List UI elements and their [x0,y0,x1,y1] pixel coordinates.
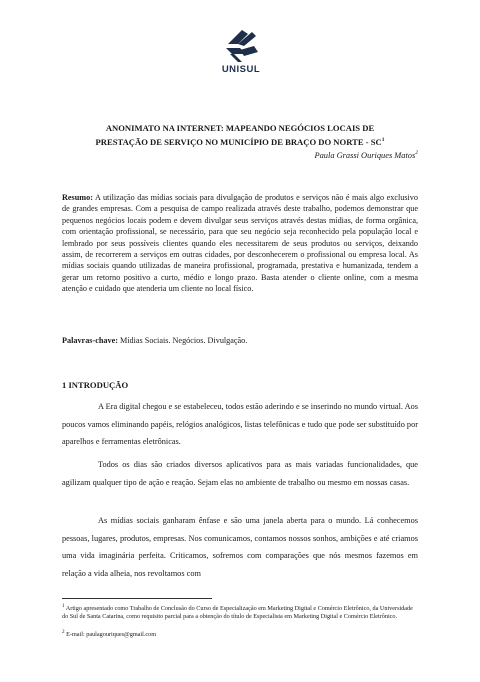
abstract-text: A utilização das mídias sociais para divulgação de produtos e serviços não é mais algo exclusivo de grandes empresas. Com a pesquisa de campo realizada através deste trabalho, podemos demonstrar que pequenos negócios locais podem e devem divulgar seus serviços através destas mídias, de forma orgânica, com orientação profissional, se necessário, para que seu negócio seja reconhecido pela população local e lembrado por seus possíveis clientes quando eles necessitarem de seus produtos ou serviços, deixando assim, de recorrerem a serviços em outras cidades, por desconhecerem o profissional ou empresa local. As mídias sociais quando utilizadas de maneira profissional, programada, prestativa e humanizada, tendem a gerar um retorno positivo a curto, médio e longo prazo. Basta atender o cliente online, com a mesma atenção e cuidado que atenderia um cliente no local físico. [62,193,418,294]
abstract-label: Resumo: [62,193,93,202]
author-footnote-marker: 2 [415,150,418,156]
footnote-marker: 2 [62,629,65,635]
footnote-divider [62,598,212,599]
title-footnote-marker: 1 [381,137,385,143]
logo-text: UNISUL [221,64,261,75]
body-paragraph: As mídias sociais ganharam ênfase e são uma janela aberta para o mundo. Lá conhecemos pessoas, lugares, produtos, empresas. Nos comunicamos, contamos nossos sonhos, ambições e até criamos uma vida imaginária perfeita. Criticamos, sofremos com comparações que nós mesmos fazemos em relação a vida alheia, nos revoltamos com [62,516,418,578]
footnote [62,602,418,621]
title-line-2: PRESTAÇÃO DE SERVIÇO NO MUNICÍPIO DE BRAÇO DO NORTE - SC [95,136,382,147]
paper-title [40,122,440,148]
section-heading: 1 INTRODUÇÃO [62,380,129,390]
footnote [62,628,418,639]
author-name [315,150,419,160]
keywords-text: Mídias Sociais. Negócios. Divulgação. [119,336,248,345]
title-line-1: ANONIMATO NA INTERNET: MAPEANDO NEGÓCIOS LOCAIS DE [105,123,375,133]
abstract [62,192,418,295]
footnote-text: Artigo apresentado como Trabalho de Conclusão do Curso de Especialização em Marketing Digital e Comércio Eletrônico, da Universidade do Sul de Santa Catarina, como requisito parcial para a obtenção do título de Especialista em Marketing Digital e Comércio Eletrônico. [62,605,413,621]
keywords [62,336,418,345]
body-paragraph: A Era digital chegou e se estabeleceu, todos estão aderindo e se inserindo no mundo virtual. Aos poucos vamos eliminando papéis, relógios analógicos, listas telefônicas e tudo que pode ser substituído por aparelhos e ferramentas eletrônicas. [62,402,418,446]
footnote-marker: 1 [62,603,65,609]
footnote-text: E-mail: paulagouriques@gmail.com [66,631,157,639]
author-name-text: Paula Grassi Ouriques Matos [314,150,416,160]
body-paragraph: Todos os dias são criados diversos aplicativos para as mais variadas funcionalidades, que agilizam qualquer tipo de ação e reação. Sejam elas no ambiente de trabalho ou mesmo em nossas casas. [62,460,418,487]
keywords-label: Palavras-chave: [62,336,118,345]
